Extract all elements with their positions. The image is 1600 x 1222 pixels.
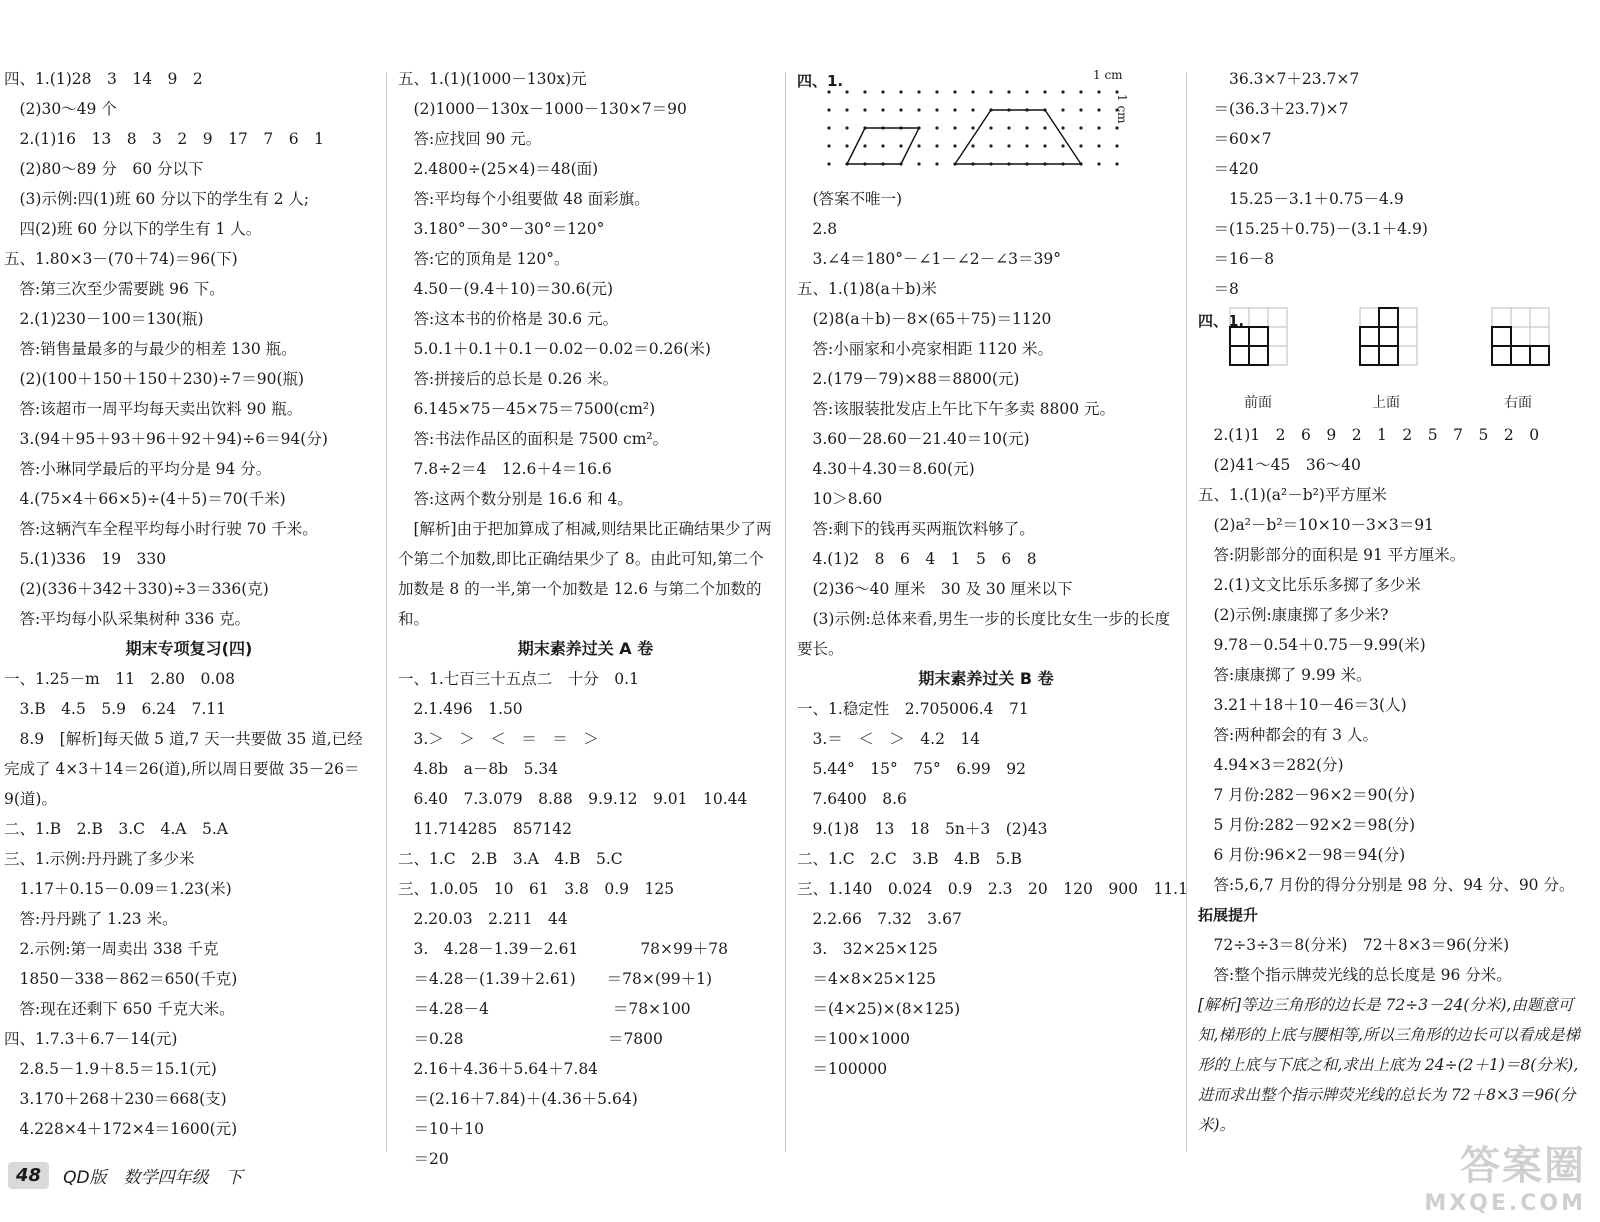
answer-line: 5.0.1＋0.1＋0.1－0.02－0.02＝0.26(米) [398,340,711,358]
question-label: 四、1. [1198,312,1245,330]
answer-line: ＝4.28－4 ＝78×100 [398,1000,691,1018]
answer-line: 6 月份:96×2－98＝94(分) [1198,846,1406,864]
answers-block [1198,420,1593,900]
answer-line: 36.3×7＋23.7×7 [1198,70,1360,88]
section-heading: 期末专项复习(四) [125,639,253,658]
section-heading: 拓展提升 [1198,906,1259,924]
book-edition: QD版 数学四年级 下 [63,1167,243,1188]
section-heading: 期末素养过关 B 卷 [918,669,1054,688]
question-label: 四、1. [797,72,844,90]
answer-line: (2)30～49 个 [4,100,117,118]
answer-line: ＝4.28－(1.39＋2.61) ＝78×(99＋1) [398,970,713,988]
view-cube-square [1360,346,1379,365]
view-cube-square [1492,346,1511,365]
answer-line: 3.B 4.5 5.9 6.24 7.11 [4,700,227,718]
example-paragraph: (3)示例:总体来看,男生一步的长度比女生一步的长度要长。 [797,610,1171,658]
view-grids [1198,304,1593,394]
watermark-logo-text: 答案圈 [1460,1143,1586,1189]
page-footer [8,1158,243,1192]
answer-line: 答:第三次至少需要跳 96 下。 [4,280,225,298]
answer-line: 答:该服装批发店上午比下午多卖 8800 元。 [797,400,1116,418]
answers-block [797,694,1188,1084]
answer-line: 2.8.5－1.9＋8.5＝15.1(元) [4,1060,217,1078]
answer-line: (2)41～45 36～40 [1198,456,1361,474]
answer-line: ＝(4×25)×(8×125) [797,1000,961,1018]
view-cube-square [1511,346,1530,365]
answer-line: ＝10＋10 [398,1120,484,1138]
answer-line: 9.78－0.54＋0.75－9.99(米) [1198,636,1426,654]
answer-line: ＝100000 [797,1060,888,1078]
answer-line: 6.40 7.3.079 8.88 9.9.12 9.01 10.44 [398,790,748,808]
answer-line: 答:现在还剩下 650 千克大米。 [4,1000,235,1018]
view-cube-square [1249,346,1268,365]
answer-line: 9.(1)8 13 18 5n＋3 (2)43 [797,820,1048,838]
answer-line: 2.2.66 7.32 3.67 [797,910,962,928]
answer-line: 6.145×75－45×75＝7500(cm²) [398,400,656,418]
answer-line: 答:拼接后的总长是 0.26 米。 [398,370,619,388]
view-label-top: 上面 [1372,395,1400,411]
answer-line: 2.(1)230－100＝130(瓶) [4,310,204,328]
column-2 [398,64,773,1174]
answer-line: (2)a²－b²＝10×10－3×3＝91 [1198,516,1434,534]
answer-line: ＝20 [398,1150,449,1168]
view-cube-square [1360,327,1379,346]
answer-line: 3.＞ ＞ ＜ ＝ ＝ ＞ [398,730,599,748]
answer-line: 三、1.0.05 10 61 3.8 0.9 125 [398,880,675,898]
column-4 [1198,64,1593,1140]
answer-line: 5.(1)336 19 330 [4,550,167,568]
analysis-paragraph: 8.9 [解析]每天做 5 道,7 天一共要做 35 道,已经完成了 4×3＋14＝26(道),所以周日要做 35－26＝9(道)。 [4,730,363,808]
three-views-figure [1198,304,1593,420]
view-cube-square [1379,327,1398,346]
answer-line: 7.6400 8.6 [797,790,907,808]
answer-line: ＝16－8 [1198,250,1275,268]
answer-line: 答:康康掷了 9.99 米。 [1198,666,1372,684]
answer-line: 72÷3÷3＝8(分米) 72＋8×3＝96(分米) [1198,936,1510,954]
answer-line: 4.50－(9.4＋10)＝30.6(元) [398,280,614,298]
answer-line: 5.44° 15° 75° 6.99 92 [797,760,1026,778]
view-cube-square [1249,327,1268,346]
answer-line: 4.(1)2 8 6 4 1 5 6 8 [797,550,1037,568]
answer-line: 答:平均每小队采集树种 336 克。 [4,610,251,628]
answer-line: 答:小琳同学最后的平均分是 94 分。 [4,460,272,478]
answers-block [1198,930,1593,990]
answer-line: 5 月份:282－92×2＝98(分) [1198,816,1415,834]
answer-line: ＝4×8×25×125 [797,970,936,988]
section-heading: 期末素养过关 A 卷 [517,639,654,658]
answers-block [797,184,1175,604]
answer-line: 7.8÷2＝4 12.6＋4＝16.6 [398,460,612,478]
watermark [1424,1134,1586,1216]
answers-block [4,814,374,1144]
view-cube-square [1230,346,1249,365]
answer-line: 答:5,6,7 月份的得分分别是 98 分、94 分、90 分。 [1198,876,1575,894]
answer-line: 答:这辆汽车全程平均每小时行驶 70 千米。 [4,520,318,538]
answer-line: 五、1.(1)8(a＋b)米 [797,280,937,298]
answer-line: ＝420 [1198,160,1259,178]
column-divider [386,72,387,1152]
answer-line: 1850－338－862＝650(千克) [4,970,238,988]
answer-line: (2)(100＋150＋150＋230)÷7＝90(瓶) [4,370,305,388]
analysis-paragraph: [解析]等边三角形的边长是 72÷3－24(分米),由题意可知,梯形的上底与腰相等,所以三角形的边长可以看成是梯形的上底与下底之和,求出上底为 24÷(2＋1)＝8(分米),进而求出整个指示牌荧光线的总长为 72＋8×3＝96(分米)。 [1198,996,1580,1134]
answer-line: (2)示例:康康掷了多少米? [1198,606,1389,624]
answer-line: 3. 4.28－1.39－2.61 78×99＋78 [398,940,728,958]
answer-line: 答:阴影部分的面积是 91 平方厘米。 [1198,546,1466,564]
answer-line: 2.(1)16 13 8 3 2 9 17 7 6 1 [4,130,324,148]
unit-label-horizontal: 1 cm [1093,68,1123,82]
column-1 [4,64,374,1144]
answer-line: 3.＝ ＜ ＞ 4.2 14 [797,730,981,748]
answer-line: 3.60－28.60－21.40＝10(元) [797,430,1030,448]
answer-line: 7 月份:282－96×2＝90(分) [1198,786,1415,804]
answer-line: 答:应找回 90 元。 [398,130,542,148]
answer-line: 答:这两个数分别是 16.6 和 4。 [398,490,633,508]
answers-block [1198,64,1593,304]
view-label-front: 前面 [1244,395,1272,411]
column-divider [785,72,786,1152]
answer-line: 答:销售量最多的与最少的相差 130 瓶。 [4,340,297,358]
answer-line: 答:剩下的钱再买两瓶饮料够了。 [797,520,1035,538]
answer-line: 3.(94＋95＋93＋96＋92＋94)÷6＝94(分) [4,430,328,448]
answer-line: 一、1.25－m 11 2.80 0.08 [4,670,235,688]
answer-line: 2.20.03 2.211 44 [398,910,568,928]
answer-line: 4.94×3＝282(分) [1198,756,1344,774]
answer-line: 2.4800÷(25×4)＝48(面) [398,160,599,178]
answer-line: ＝(36.3＋23.7)×7 [1198,100,1349,118]
answer-line: 一、1.稳定性 2.705006.4 71 [797,700,1029,718]
answer-line: 四(2)班 60 分以下的学生有 1 人。 [4,220,262,238]
answer-line: 一、1.七百三十五点二 十分 0.1 [398,670,639,688]
answer-line: ＝(15.25＋0.75)－(3.1＋4.9) [1198,220,1428,238]
answer-line: ＝0.28 ＝7800 [398,1030,663,1048]
answer-line: 答:两种都会的有 3 人。 [1198,726,1378,744]
answer-line: ＝(2.16＋7.84)＋(4.36＋5.64) [398,1090,638,1108]
view-cube-square [1492,327,1511,346]
watermark-url: MXQE.COM [1424,1191,1586,1216]
answer-line: 答:平均每个小组要做 48 面彩旗。 [398,190,650,208]
answer-line: (2)80～89 分 60 分以下 [4,160,204,178]
answer-line: 3. 32×25×125 [797,940,938,958]
answer-line: 答:它的顶角是 120°。 [398,250,570,268]
answer-line: 二、1.C 2.B 3.A 4.B 5.C [398,850,623,868]
answer-line: 3.∠4＝180°－∠1－∠2－∠3＝39° [797,250,1061,268]
answer-line: (3)示例:四(1)班 60 分以下的学生有 2 人; [4,190,310,208]
answer-line: ＝8 [1198,280,1239,298]
answers-block [4,664,374,724]
answer-line: 4.30＋4.30＝8.60(元) [797,460,975,478]
answer-line: (2)1000－130x－1000－130×7＝90 [398,100,687,118]
answer-line: 3.170＋268＋230＝668(支) [4,1090,227,1108]
answers-block [398,64,773,514]
page-number: 48 [8,1162,49,1189]
answer-line: ＝60×7 [1198,130,1272,148]
answer-line: 二、1.B 2.B 3.C 4.A 5.A [4,820,228,838]
answer-line: 五、1.80×3－(70＋74)＝96(下) [4,250,238,268]
dot-grid-shapes [797,64,1175,184]
answer-line: 三、1.140 0.024 0.9 2.3 20 120 900 11.1 [797,880,1188,898]
view-label-right: 右面 [1504,395,1532,411]
unit-label-vertical: 1 cm [1115,94,1129,124]
answers-block [4,64,374,634]
trapezoid-shape [955,110,1081,164]
answer-line: (2)8(a＋b)－8×(65＋75)＝1120 [797,310,1052,328]
answer-line: 答:丹丹跳了 1.23 米。 [4,910,178,928]
view-cube-square [1379,346,1398,365]
answer-line: 二、1.C 2.C 3.B 4.B 5.B [797,850,1022,868]
answer-line: 4.228×4＋172×4＝1600(元) [4,1120,238,1138]
answer-line: 2.8 [797,220,838,238]
answer-line: 五、1.(1)(1000－130x)元 [398,70,587,88]
answer-line: 答:整个指示牌荧光线的总长度是 96 分米。 [1198,966,1512,984]
answer-line: 1.17＋0.15－0.09＝1.23(米) [4,880,232,898]
answer-line: (答案不唯一) [797,190,903,208]
view-cube-square [1230,327,1249,346]
answer-line: (2)36～40 厘米 30 及 30 厘米以下 [797,580,1073,598]
answer-line: 答:书法作品区的面积是 7500 cm²。 [398,430,669,448]
answer-line: 答:小丽家和小亮家相距 1120 米。 [797,340,1054,358]
view-cube-square [1379,308,1398,327]
answer-line: 4.8b a－8b 5.34 [398,760,559,778]
answer-line: 三、1.示例:丹丹跳了多少米 [4,850,195,868]
answer-line: 11.714285 857142 [398,820,572,838]
analysis-paragraph: [解析]由于把加算成了相减,则结果比正确结果少了两个第二个加数,即比正确结果少了 8。由此可知,第二个加数是 8 的一半,第一个加数是 12.6 与第二个加数的和。 [398,520,772,628]
answer-line: 答:这本书的价格是 30.6 元。 [398,310,619,328]
answer-line: 四、1.(1)28 3 14 9 2 [4,70,203,88]
answer-line: 四、1.7.3＋6.7－14(元) [4,1030,178,1048]
answer-line: 10＞8.60 [797,490,883,508]
answer-line: 2.(1)文文比乐乐多掷了多少米 [1198,576,1421,594]
answer-line: ＝100×1000 [797,1030,911,1048]
column-divider [1186,72,1187,1152]
answer-line: 2.(179－79)×88＝8800(元) [797,370,1020,388]
answer-line: 4.(75×4＋66×5)÷(4＋5)＝70(千米) [4,490,286,508]
answer-line: 答:该超市一周平均每天卖出饮料 90 瓶。 [4,400,303,418]
answer-line: 2.(1)1 2 6 9 2 1 2 5 7 5 2 0 [1198,426,1540,444]
answer-line: 2.示例:第一周卖出 338 千克 [4,940,219,958]
answer-line: 2.16＋4.36＋5.64＋7.84 [398,1060,599,1078]
answer-line: 五、1.(1)(a²－b²)平方厘米 [1198,486,1387,504]
answer-line: 15.25－3.1＋0.75－4.9 [1198,190,1404,208]
answer-line: 2.1.496 1.50 [398,700,523,718]
view-cube-square [1530,346,1549,365]
answer-line: 3.180°－30°－30°＝120° [398,220,605,238]
answer-line: (2)(336＋342＋330)÷3＝336(克) [4,580,269,598]
dot-grid-figure [797,64,1175,184]
answer-line: 3.21＋18＋10－46＝3(人) [1198,696,1407,714]
column-3 [797,64,1188,1084]
answers-block [398,664,773,1174]
